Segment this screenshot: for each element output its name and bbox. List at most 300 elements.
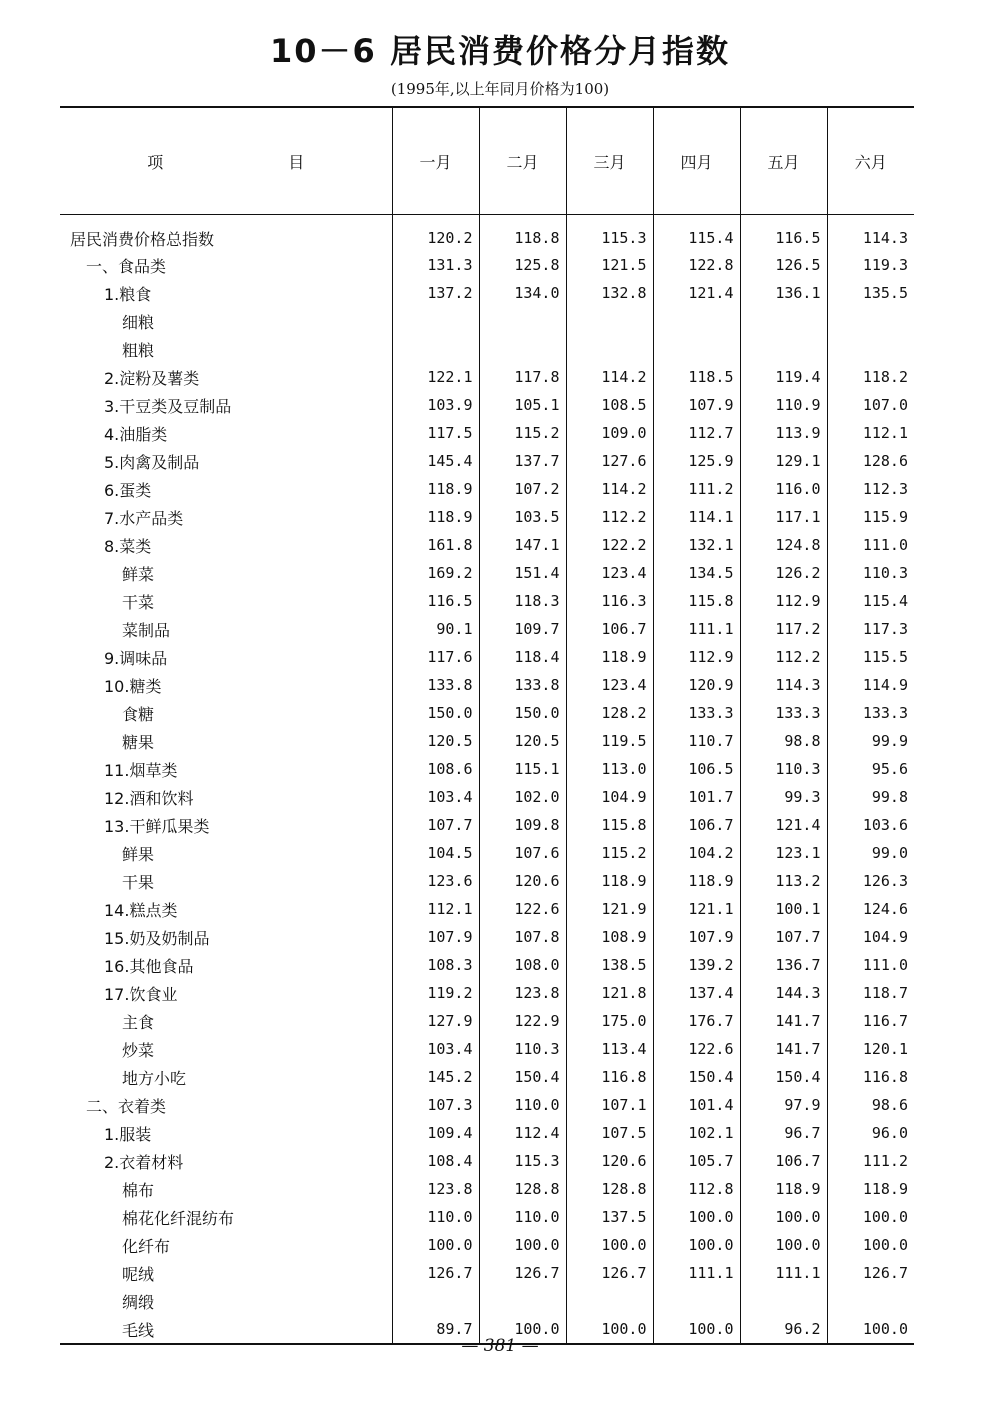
row-label: 菜制品: [122, 620, 171, 640]
cell-month-3: 138.5: [566, 951, 653, 979]
cell-month-4: 125.9: [653, 447, 740, 475]
cell-month-3: 132.8: [566, 279, 653, 307]
cell-month-2: 123.8: [479, 979, 566, 1007]
table-row: [60, 1203, 914, 1231]
cell-month-1: 123.6: [392, 867, 479, 895]
row-label: 棉花化纤混纺布: [122, 1208, 235, 1228]
table-row: [60, 1175, 914, 1203]
row-label: 粗粮: [122, 340, 155, 360]
cell-month-5: 110.3: [740, 755, 827, 783]
row-label: 9.调味品: [104, 648, 168, 668]
table-row: [60, 783, 914, 811]
cell-month-5: 107.7: [740, 923, 827, 951]
cell-month-3: 113.4: [566, 1035, 653, 1063]
cell-month-1: 112.1: [392, 895, 479, 923]
cell-month-2: 105.1: [479, 391, 566, 419]
cell-month-4: 121.1: [653, 895, 740, 923]
cell-month-4: 102.1: [653, 1119, 740, 1147]
table-row: [60, 587, 914, 615]
cell-month-4: 115.8: [653, 587, 740, 615]
table-row: [60, 615, 914, 643]
cell-month-5: 96.2: [740, 1315, 827, 1344]
cell-month-2: 118.4: [479, 643, 566, 671]
cell-month-4: 105.7: [653, 1147, 740, 1175]
cell-month-3: 119.5: [566, 727, 653, 755]
cell-month-2: 109.7: [479, 615, 566, 643]
table-row: [60, 531, 914, 559]
cell-month-3: 100.0: [566, 1231, 653, 1259]
table-row: [60, 1287, 914, 1315]
cell-month-4: 133.3: [653, 699, 740, 727]
cell-month-2: 110.0: [479, 1091, 566, 1119]
cell-month-5: 100.0: [740, 1231, 827, 1259]
cell-month-3: 120.6: [566, 1147, 653, 1175]
cell-month-1: 107.9: [392, 923, 479, 951]
row-label: 棉布: [122, 1180, 155, 1200]
cell-month-2: 147.1: [479, 531, 566, 559]
table-subtitle: (1995年,以上年同月价格为100): [390, 80, 610, 98]
cell-month-2: 100.0: [479, 1231, 566, 1259]
table-row: [60, 755, 914, 783]
cell-month-2: 110.0: [479, 1203, 566, 1231]
cell-month-1: 119.2: [392, 979, 479, 1007]
cell-month-3: 108.5: [566, 391, 653, 419]
cell-month-5: 113.9: [740, 419, 827, 447]
cell-month-4: 132.1: [653, 531, 740, 559]
cell-month-6: 135.5: [827, 279, 914, 307]
row-label: 干果: [122, 872, 155, 892]
table-row: [60, 895, 914, 923]
cell-month-1: 117.6: [392, 643, 479, 671]
row-label: 食糖: [122, 704, 155, 724]
cell-month-3: 114.2: [566, 475, 653, 503]
cell-month-4: [653, 307, 740, 335]
row-label: 呢绒: [122, 1264, 155, 1284]
cell-month-2: 115.1: [479, 755, 566, 783]
table-row: [60, 1119, 914, 1147]
cell-month-2: 103.5: [479, 503, 566, 531]
cell-month-1: 127.9: [392, 1007, 479, 1035]
cell-month-3: 118.9: [566, 867, 653, 895]
cell-month-1: 108.6: [392, 755, 479, 783]
row-label: 16.其他食品: [104, 956, 194, 976]
cell-month-6: 118.2: [827, 363, 914, 391]
cell-month-2: 108.0: [479, 951, 566, 979]
header-item-column: [60, 107, 392, 215]
cell-month-1: 104.5: [392, 839, 479, 867]
cell-month-3: 106.7: [566, 615, 653, 643]
cell-month-1: 117.5: [392, 419, 479, 447]
row-label: 1.粮食: [104, 284, 152, 304]
cell-month-5: 124.8: [740, 531, 827, 559]
cell-month-1: 137.2: [392, 279, 479, 307]
cell-month-4: 114.1: [653, 503, 740, 531]
row-label: 炒菜: [122, 1040, 155, 1060]
row-label: 化纤布: [122, 1236, 171, 1256]
page-title: 10－6 居民消费价格分月指数: [270, 32, 730, 70]
cell-month-6: 115.5: [827, 643, 914, 671]
cell-month-5: 113.2: [740, 867, 827, 895]
cell-month-2: [479, 1287, 566, 1315]
row-label: 2.淀粉及薯类: [104, 368, 200, 388]
cell-month-4: 137.4: [653, 979, 740, 1007]
cell-month-6: 119.3: [827, 251, 914, 279]
header-item-char-2: 目: [288, 152, 305, 172]
cell-month-3: 121.5: [566, 251, 653, 279]
cell-month-1: 100.0: [392, 1231, 479, 1259]
cell-month-5: 110.9: [740, 391, 827, 419]
cell-month-5: 100.1: [740, 895, 827, 923]
cell-month-2: [479, 335, 566, 363]
cell-month-4: 118.9: [653, 867, 740, 895]
cell-month-3: [566, 335, 653, 363]
cell-month-5: 100.0: [740, 1203, 827, 1231]
cell-month-3: 109.0: [566, 419, 653, 447]
cell-month-1: 118.9: [392, 475, 479, 503]
cell-month-4: 106.5: [653, 755, 740, 783]
cell-month-4: 150.4: [653, 1063, 740, 1091]
cell-month-6: 99.9: [827, 727, 914, 755]
cell-month-3: 116.3: [566, 587, 653, 615]
table-row: [60, 923, 914, 951]
cell-month-4: 100.0: [653, 1315, 740, 1344]
cell-month-6: 104.9: [827, 923, 914, 951]
header-item-char-1: 项: [147, 152, 164, 172]
cell-month-2: 122.9: [479, 1007, 566, 1035]
row-label: 一、食品类: [86, 256, 167, 276]
row-label: 2.衣着材料: [104, 1152, 184, 1172]
row-label: 鲜菜: [122, 564, 155, 584]
cell-month-2: 126.7: [479, 1259, 566, 1287]
cell-month-1: 118.9: [392, 503, 479, 531]
cell-month-4: 112.8: [653, 1175, 740, 1203]
table-row: [60, 475, 914, 503]
table-row: [60, 1147, 914, 1175]
cell-month-1: 103.9: [392, 391, 479, 419]
table-row: [60, 251, 914, 279]
table-row: [60, 643, 914, 671]
header-month-1: 一月: [392, 107, 479, 215]
cell-month-5: 121.4: [740, 811, 827, 839]
cell-month-2: 107.2: [479, 475, 566, 503]
cell-month-5: 150.4: [740, 1063, 827, 1091]
table-row: [60, 727, 914, 755]
row-label: 12.酒和饮料: [104, 788, 194, 808]
cell-month-2: 107.6: [479, 839, 566, 867]
row-label: 居民消费价格总指数: [70, 229, 215, 249]
table-row: [60, 559, 914, 587]
cell-month-6: 126.3: [827, 867, 914, 895]
cell-month-1: 108.4: [392, 1147, 479, 1175]
cell-month-2: 151.4: [479, 559, 566, 587]
row-label: 17.饮食业: [104, 984, 178, 1004]
cell-month-4: 112.7: [653, 419, 740, 447]
table-row: [60, 279, 914, 307]
cell-month-6: 111.2: [827, 1147, 914, 1175]
cell-month-1: 120.2: [392, 215, 479, 252]
row-label: 6.蛋类: [104, 480, 152, 500]
cell-month-4: 112.9: [653, 643, 740, 671]
cell-month-3: 114.2: [566, 363, 653, 391]
cell-month-5: 118.9: [740, 1175, 827, 1203]
cell-month-2: 137.7: [479, 447, 566, 475]
row-label: 二、衣着类: [86, 1096, 167, 1116]
cell-month-1: 161.8: [392, 531, 479, 559]
row-label: 13.干鲜瓜果类: [104, 816, 210, 836]
row-label: 鲜果: [122, 844, 155, 864]
table-row: [60, 307, 914, 335]
cell-month-2: 122.6: [479, 895, 566, 923]
table-row: [60, 671, 914, 699]
cell-month-3: 175.0: [566, 1007, 653, 1035]
cell-month-3: 121.9: [566, 895, 653, 923]
cell-month-3: 122.2: [566, 531, 653, 559]
cell-month-5: 129.1: [740, 447, 827, 475]
cell-month-6: 118.7: [827, 979, 914, 1007]
cell-month-1: 169.2: [392, 559, 479, 587]
monthly-cpi-table: [60, 106, 914, 1345]
header-month-6: 六月: [827, 107, 914, 215]
cell-month-5: 112.9: [740, 587, 827, 615]
cell-month-3: 118.9: [566, 643, 653, 671]
cell-month-1: 103.4: [392, 783, 479, 811]
cell-month-6: 100.0: [827, 1315, 914, 1344]
header-month-3: 三月: [566, 107, 653, 215]
row-label: 14.糕点类: [104, 900, 178, 920]
cell-month-6: 120.1: [827, 1035, 914, 1063]
cell-month-6: [827, 1287, 914, 1315]
cell-month-2: 118.8: [479, 215, 566, 252]
cell-month-6: 99.8: [827, 783, 914, 811]
cell-month-2: 109.8: [479, 811, 566, 839]
cell-month-2: 117.8: [479, 363, 566, 391]
cell-month-6: 107.0: [827, 391, 914, 419]
table-row: [60, 1007, 914, 1035]
cell-month-4: 115.4: [653, 215, 740, 252]
cell-month-2: 128.8: [479, 1175, 566, 1203]
cell-month-3: 115.3: [566, 215, 653, 252]
cell-month-3: 121.8: [566, 979, 653, 1007]
cell-month-1: 145.2: [392, 1063, 479, 1091]
row-label: 干菜: [122, 592, 155, 612]
cell-month-2: 107.8: [479, 923, 566, 951]
table-row: [60, 215, 914, 252]
cell-month-4: 120.9: [653, 671, 740, 699]
table-row: [60, 811, 914, 839]
cell-month-3: 128.2: [566, 699, 653, 727]
row-label: 4.油脂类: [104, 424, 168, 444]
cell-month-4: 107.9: [653, 391, 740, 419]
cell-month-4: 111.2: [653, 475, 740, 503]
cell-month-4: 104.2: [653, 839, 740, 867]
cell-month-4: 176.7: [653, 1007, 740, 1035]
row-label: 3.干豆类及豆制品: [104, 396, 232, 416]
cell-month-6: 99.0: [827, 839, 914, 867]
row-label: 5.肉禽及制品: [104, 452, 200, 472]
cell-month-5: 106.7: [740, 1147, 827, 1175]
cell-month-5: 141.7: [740, 1007, 827, 1035]
row-label: 绸缎: [122, 1292, 155, 1312]
table-row: [60, 1259, 914, 1287]
cell-month-3: 116.8: [566, 1063, 653, 1091]
cell-month-3: 127.6: [566, 447, 653, 475]
cell-month-3: [566, 1287, 653, 1315]
cell-month-5: 111.1: [740, 1259, 827, 1287]
table-row: [60, 1063, 914, 1091]
cell-month-2: 120.6: [479, 867, 566, 895]
row-label: 15.奶及奶制品: [104, 928, 210, 948]
row-label: 主食: [122, 1012, 155, 1032]
cell-month-6: 111.0: [827, 951, 914, 979]
cell-month-5: 141.7: [740, 1035, 827, 1063]
cell-month-2: 134.0: [479, 279, 566, 307]
cell-month-6: 112.1: [827, 419, 914, 447]
table-row: [60, 503, 914, 531]
cell-month-5: 112.2: [740, 643, 827, 671]
cell-month-2: 150.4: [479, 1063, 566, 1091]
cell-month-5: 123.1: [740, 839, 827, 867]
cell-month-1: [392, 335, 479, 363]
cell-month-5: 126.5: [740, 251, 827, 279]
cell-month-6: 114.3: [827, 215, 914, 252]
cell-month-5: 97.9: [740, 1091, 827, 1119]
cell-month-3: 123.4: [566, 671, 653, 699]
cell-month-4: 100.0: [653, 1203, 740, 1231]
table-row: [60, 1035, 914, 1063]
cell-month-4: 106.7: [653, 811, 740, 839]
cell-month-6: 115.9: [827, 503, 914, 531]
cell-month-4: 101.7: [653, 783, 740, 811]
cell-month-4: 134.5: [653, 559, 740, 587]
table-row: [60, 699, 914, 727]
table-row: [60, 1231, 914, 1259]
row-label: 细粮: [122, 312, 155, 332]
cell-month-1: [392, 307, 479, 335]
row-label: 地方小吃: [122, 1068, 187, 1088]
cell-month-4: 122.8: [653, 251, 740, 279]
cell-month-4: 118.5: [653, 363, 740, 391]
cell-month-2: 102.0: [479, 783, 566, 811]
cell-month-2: 118.3: [479, 587, 566, 615]
cell-month-6: 112.3: [827, 475, 914, 503]
cell-month-5: 136.1: [740, 279, 827, 307]
cell-month-1: 120.5: [392, 727, 479, 755]
cell-month-1: 108.3: [392, 951, 479, 979]
cell-month-5: [740, 1287, 827, 1315]
table-row: [60, 335, 914, 363]
cell-month-3: 126.7: [566, 1259, 653, 1287]
cell-month-4: 100.0: [653, 1231, 740, 1259]
cell-month-5: 126.2: [740, 559, 827, 587]
cell-month-2: 150.0: [479, 699, 566, 727]
cell-month-3: 128.8: [566, 1175, 653, 1203]
cell-month-5: 136.7: [740, 951, 827, 979]
cell-month-4: [653, 335, 740, 363]
cell-month-2: 120.5: [479, 727, 566, 755]
cell-month-5: 116.5: [740, 215, 827, 252]
cell-month-1: 89.7: [392, 1315, 479, 1344]
cell-month-4: [653, 1287, 740, 1315]
row-label: 糖果: [122, 732, 155, 752]
cell-month-1: [392, 1287, 479, 1315]
cell-month-6: [827, 307, 914, 335]
cell-month-5: 116.0: [740, 475, 827, 503]
header-row: [60, 107, 914, 215]
cell-month-6: 95.6: [827, 755, 914, 783]
cell-month-3: [566, 307, 653, 335]
row-label: 8.菜类: [104, 536, 152, 556]
cell-month-6: 114.9: [827, 671, 914, 699]
cell-month-4: 101.4: [653, 1091, 740, 1119]
cell-month-6: 98.6: [827, 1091, 914, 1119]
cell-month-3: 115.2: [566, 839, 653, 867]
cell-month-3: 108.9: [566, 923, 653, 951]
cell-month-1: 122.1: [392, 363, 479, 391]
header-month-5: 五月: [740, 107, 827, 215]
cell-month-5: [740, 307, 827, 335]
table-row: [60, 867, 914, 895]
cell-month-1: 110.0: [392, 1203, 479, 1231]
cell-month-2: 100.0: [479, 1315, 566, 1344]
cell-month-5: [740, 335, 827, 363]
cell-month-4: 111.1: [653, 615, 740, 643]
table-row: [60, 1091, 914, 1119]
cell-month-6: 96.0: [827, 1119, 914, 1147]
row-label: 11.烟草类: [104, 760, 178, 780]
cell-month-1: 90.1: [392, 615, 479, 643]
cell-month-3: 115.8: [566, 811, 653, 839]
cell-month-3: 107.5: [566, 1119, 653, 1147]
cell-month-6: 128.6: [827, 447, 914, 475]
cell-month-5: 117.2: [740, 615, 827, 643]
cell-month-5: 98.8: [740, 727, 827, 755]
cell-month-3: 123.4: [566, 559, 653, 587]
row-label: 毛线: [60, 1315, 392, 1344]
cell-month-1: 107.7: [392, 811, 479, 839]
cell-month-5: 117.1: [740, 503, 827, 531]
cell-month-1: 150.0: [392, 699, 479, 727]
cell-month-1: 133.8: [392, 671, 479, 699]
cell-month-2: [479, 307, 566, 335]
cell-month-3: 113.0: [566, 755, 653, 783]
row-label: 7.水产品类: [104, 508, 184, 528]
cell-month-4: 107.9: [653, 923, 740, 951]
cell-month-3: 104.9: [566, 783, 653, 811]
cell-month-3: 137.5: [566, 1203, 653, 1231]
cell-month-2: 112.4: [479, 1119, 566, 1147]
table-row: [60, 391, 914, 419]
page-number: — 381 —: [461, 1336, 539, 1356]
table-row: [60, 447, 914, 475]
cell-month-3: 107.1: [566, 1091, 653, 1119]
cell-month-6: 111.0: [827, 531, 914, 559]
cell-month-1: 145.4: [392, 447, 479, 475]
cell-month-2: 115.2: [479, 419, 566, 447]
cell-month-1: 123.8: [392, 1175, 479, 1203]
cell-month-1: 107.3: [392, 1091, 479, 1119]
cell-month-1: 109.4: [392, 1119, 479, 1147]
cell-month-6: 133.3: [827, 699, 914, 727]
table-row: [60, 839, 914, 867]
cell-month-6: 117.3: [827, 615, 914, 643]
table-row: [60, 951, 914, 979]
cell-month-5: 144.3: [740, 979, 827, 1007]
cell-month-1: 126.7: [392, 1259, 479, 1287]
cell-month-2: 115.3: [479, 1147, 566, 1175]
header-month-4: 四月: [653, 107, 740, 215]
cell-month-4: 110.7: [653, 727, 740, 755]
cell-month-4: 122.6: [653, 1035, 740, 1063]
